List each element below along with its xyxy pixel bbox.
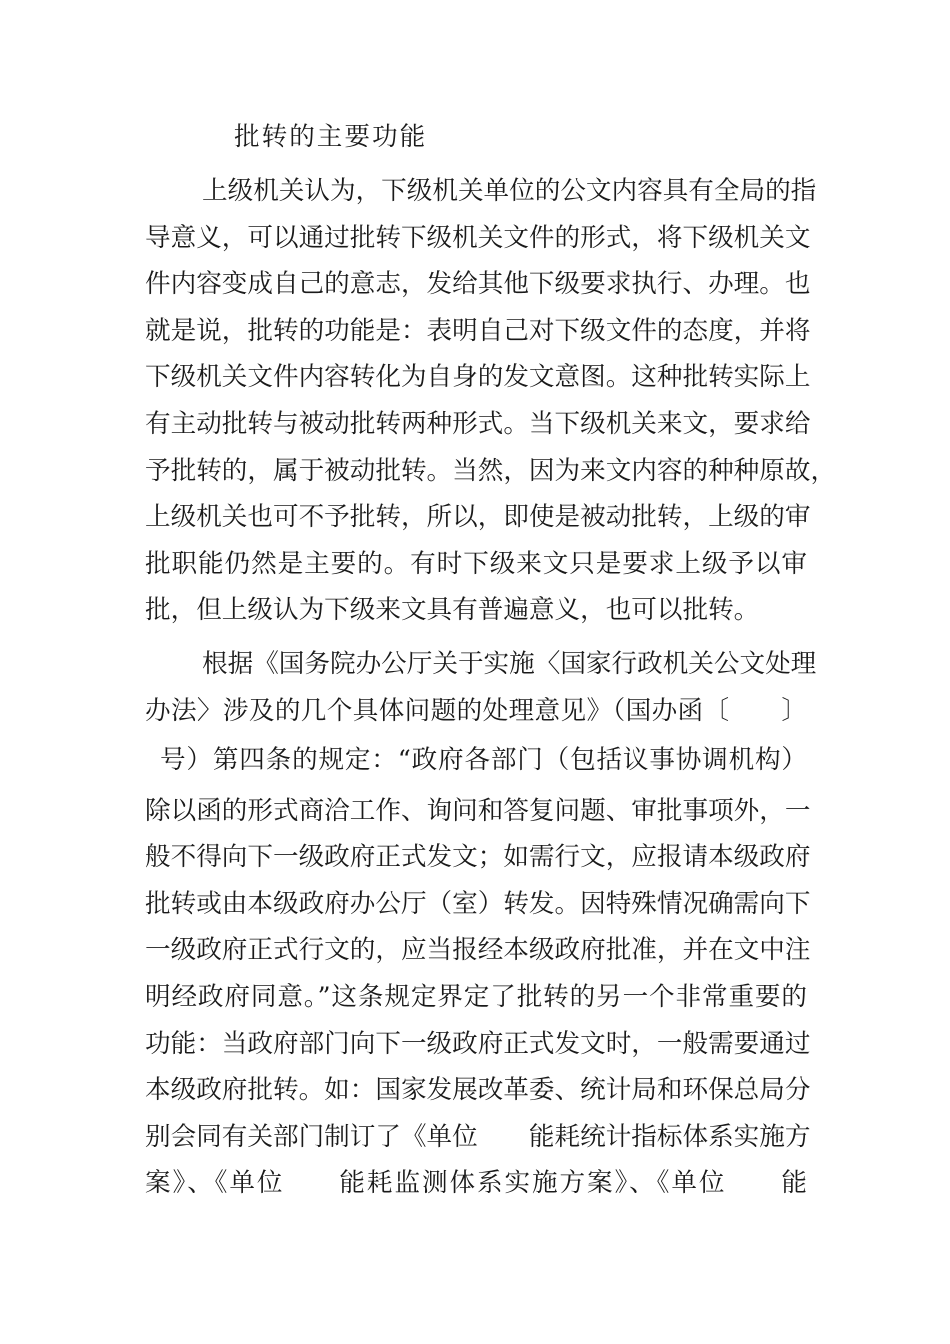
paragraph-line: 就是说，批转的功能是：表明自己对下级文件的态度，并将 <box>145 316 811 346</box>
paragraph-line: 案》、《单位 能耗监测体系实施方案》、《单位 能 <box>145 1168 807 1198</box>
paragraph-line: 下级机关文件内容转化为自身的发文意图。这种批转实际上 <box>145 362 811 392</box>
paragraph-line: 导意义，可以通过批转下级机关文件的形式，将下级机关文 <box>145 223 811 253</box>
paragraph-line: 批职能仍然是主要的。有时下级来文只是要求上级予以审 <box>145 549 807 579</box>
paragraph-line: 根据《国务院办公厅关于实施〈国家行政机关公文处理 <box>202 649 817 679</box>
paragraph-line: 般不得向下一级政府正式发文；如需行文，应报请本级政府 <box>145 842 811 872</box>
paragraph-line: 予批转的，属于被动批转。当然，因为来文内容的种种原故， <box>145 456 837 486</box>
paragraph-line: 功能：当政府部门向下一级政府正式发文时，一般需要通过 <box>145 1029 811 1059</box>
paragraph-line: 件内容变成自己的意志，发给其他下级要求执行、办理。也 <box>145 269 811 299</box>
paragraph-line: 有主动批转与被动批转两种形式。当下级机关来文，要求给 <box>145 409 811 439</box>
paragraph-line: 办法〉涉及的几个具体问题的处理意见》（国办函〔 〕 <box>145 696 807 726</box>
paragraph-line: 上级机关认为，下级机关单位的公文内容具有全局的指 <box>202 176 817 206</box>
paragraph-line: 一级政府正式行文的，应当报经本级政府批准，并在文中注 <box>145 935 811 965</box>
paragraph-line: 批，但上级认为下级来文具有普遍意义，也可以批转。 <box>145 595 760 625</box>
paragraph-line: 上级机关也可不予批转，所以，即使是被动批转，上级的审 <box>145 502 811 532</box>
paragraph-line: 明经政府同意。”这条规定界定了批转的另一个非常重要的 <box>145 982 807 1012</box>
paragraph-line: 本级政府批转。如：国家发展改革委、统计局和环保总局分 <box>145 1075 811 1105</box>
paragraph-line: 批转或由本级政府办公厅（室）转发。因特殊情况确需向下 <box>145 889 811 919</box>
paragraph-line: 别会同有关部门制订了《单位 能耗统计指标体系实施方 <box>145 1122 811 1152</box>
document-title: 批转的主要功能 <box>234 122 428 152</box>
paragraph-line: 号）第四条的规定：“政府各部门（包括议事协调机构） <box>160 745 807 775</box>
paragraph-line: 除以函的形式商洽工作、询问和答复问题、审批事项外，一 <box>145 796 811 826</box>
